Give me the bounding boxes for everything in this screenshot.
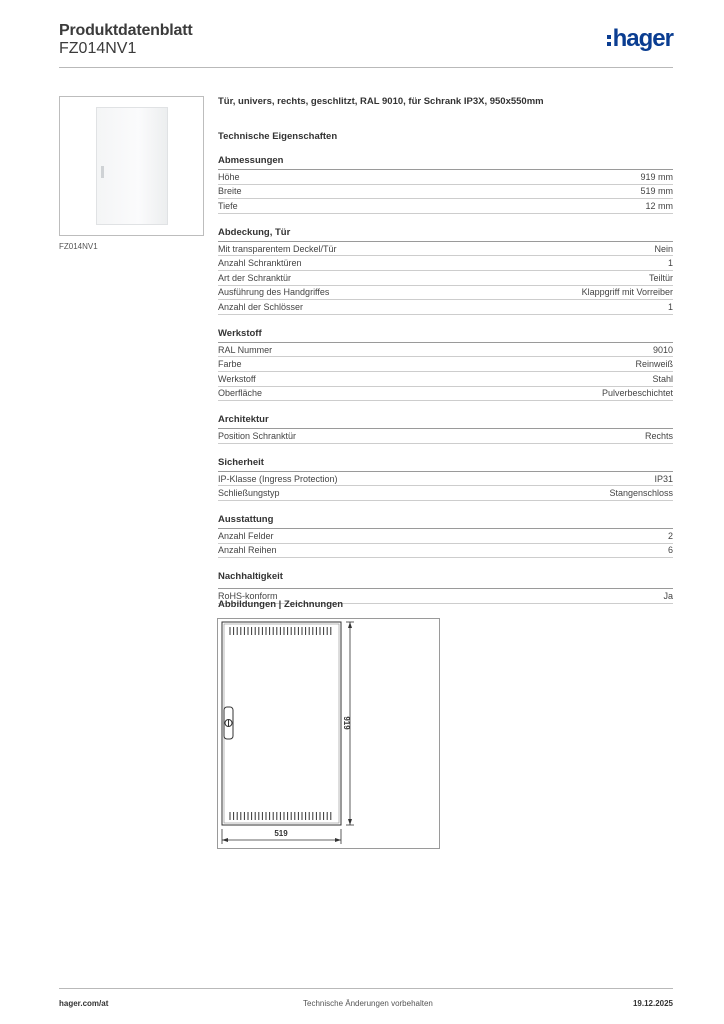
door-photo [96, 107, 168, 225]
spec-row [218, 544, 673, 559]
spec-value: Pulverbeschichtet [601, 388, 673, 399]
document-title: Produktdatenblatt [59, 22, 193, 39]
section-title: Abdeckung, Tür [218, 227, 673, 242]
spec-label: Höhe [218, 171, 240, 182]
spec-value: Reinweiß [635, 359, 673, 370]
product-image [59, 96, 204, 236]
section-equipment [218, 514, 673, 558]
tech-properties-heading: Technische Eigenschaften [218, 131, 338, 142]
spec-label: Art der Schranktür [218, 272, 292, 283]
spec-label: Mit transparentem Deckel/Tür [218, 243, 337, 254]
spec-label: Tiefe [218, 200, 238, 211]
spec-row [218, 271, 673, 286]
spec-value: Nein [654, 243, 673, 254]
door-drawing [218, 619, 441, 850]
spec-value: 6 [667, 545, 673, 556]
spec-label: Position Schranktür [218, 430, 297, 441]
spec-row [218, 387, 673, 402]
spec-label: Anzahl der Schlösser [218, 301, 304, 312]
spec-value: 9010 [652, 344, 673, 355]
section-title: Nachhaltigkeit [218, 571, 673, 589]
logo-text: hager [612, 25, 673, 52]
spec-row [218, 486, 673, 501]
spec-label: Anzahl Schranktüren [218, 258, 302, 269]
spec-row [218, 185, 673, 200]
height-arrow-top [348, 622, 352, 628]
spec-label: Farbe [218, 359, 242, 370]
width-label: 519 [274, 829, 288, 838]
section-title: Architektur [218, 414, 673, 429]
spec-value: Rechts [644, 430, 673, 441]
spec-row [218, 529, 673, 544]
spec-value: Stangenschloss [609, 488, 673, 499]
spec-value: 2 [667, 530, 673, 541]
logo-mark-icon [607, 35, 611, 46]
spec-row [218, 300, 673, 315]
spec-label: Breite [218, 186, 242, 197]
product-title: Tür, univers, rechts, geschlitzt, RAL 9010, für Schrank IP3X, 950x550mm [218, 96, 544, 107]
specifications [218, 96, 673, 604]
spec-value: IP31 [654, 473, 673, 484]
spec-value: Ja [663, 590, 673, 601]
website-link[interactable]: hager.com/at [59, 999, 109, 1008]
spec-label: RoHS-konform [218, 590, 278, 601]
section-cover-door [218, 227, 673, 315]
spec-value: 919 mm [640, 171, 673, 182]
spec-value: Teiltür [648, 272, 673, 283]
width-arrow-left [222, 838, 228, 842]
spec-row [218, 242, 673, 257]
spec-label: IP-Klasse (Ingress Protection) [218, 473, 338, 484]
spec-value: 519 mm [640, 186, 673, 197]
section-dimensions [218, 155, 673, 214]
section-material [218, 328, 673, 401]
spec-value: Stahl [652, 373, 673, 384]
article-number: FZ014NV1 [59, 40, 137, 57]
footer-notice: Technische Änderungen vorbehalten [303, 999, 433, 1008]
spec-label: Oberfläche [218, 388, 263, 399]
product-image-caption: FZ014NV1 [59, 242, 98, 251]
drawings-title: Abbildungen | Zeichnungen [218, 599, 344, 610]
technical-drawing [217, 618, 440, 849]
height-arrow-bottom [348, 819, 352, 825]
section-security [218, 457, 673, 501]
spec-label: Anzahl Reihen [218, 545, 277, 556]
spec-row [218, 372, 673, 387]
spec-row [218, 286, 673, 301]
spec-value: 12 mm [645, 200, 673, 211]
spec-value: 1 [667, 301, 673, 312]
hager-logo [607, 26, 673, 52]
spec-row [218, 199, 673, 214]
width-arrow-right [335, 838, 341, 842]
spec-label: Werkstoff [218, 373, 256, 384]
spec-row [218, 472, 673, 487]
spec-label: RAL Nummer [218, 344, 273, 355]
section-title: Werkstoff [218, 328, 673, 343]
section-title: Sicherheit [218, 457, 673, 472]
spec-row [218, 357, 673, 372]
footer-date: 19.12.2025 [632, 999, 673, 1008]
spec-row [218, 343, 673, 358]
page-header [59, 22, 673, 68]
spec-row [218, 170, 673, 185]
section-title: Ausstattung [218, 514, 673, 529]
spec-label: Ausführung des Handgriffes [218, 287, 330, 298]
height-label: 919 [342, 716, 351, 730]
door-handle-icon [101, 166, 104, 178]
door-outline [222, 622, 341, 825]
section-title: Abmessungen [218, 155, 673, 170]
spec-value: Klappgriff mit Vorreiber [581, 287, 673, 298]
page-footer [59, 988, 673, 1008]
spec-value: 1 [667, 258, 673, 269]
section-architecture [218, 414, 673, 444]
spec-label: Anzahl Felder [218, 530, 274, 541]
spec-label: Schließungstyp [218, 488, 280, 499]
spec-row [218, 256, 673, 271]
spec-row [218, 429, 673, 444]
